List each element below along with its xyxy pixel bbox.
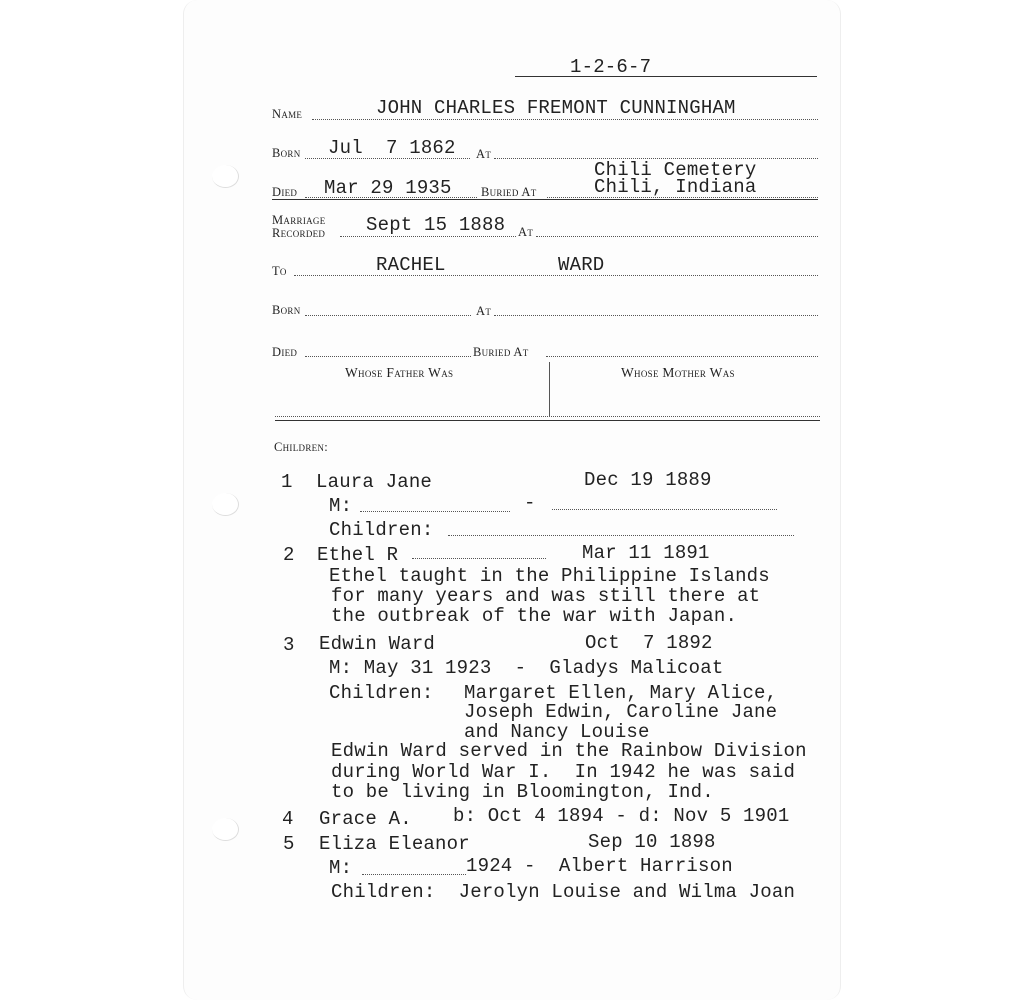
spouse-buried-at-label: Buried At: [473, 345, 529, 359]
child-children-line: [448, 535, 794, 536]
died-label: Died: [272, 185, 298, 199]
born-at-label: At: [476, 147, 492, 161]
child-number: 5: [283, 833, 295, 855]
child-name-line: [412, 558, 546, 559]
marriage-line: [340, 236, 516, 237]
person-born: Jul 7 1862: [328, 137, 456, 159]
name-label: Name: [272, 107, 303, 121]
born-label: Born: [272, 146, 301, 160]
person-name: JOHN CHARLES FREMONT CUNNINGHAM: [376, 97, 736, 119]
whose-mother-label: Whose Mother Was: [621, 365, 735, 380]
children-heading: Children:: [274, 440, 329, 454]
child-children-label: Children:: [329, 682, 434, 704]
card-number: 1-2-6-7: [570, 56, 652, 78]
punch-hole: [212, 818, 239, 841]
to-line: [294, 275, 818, 276]
grandchildren-line: Joseph Edwin, Caroline Jane: [464, 701, 778, 723]
child-marriage-dash: -: [524, 492, 536, 514]
child-number: 2: [283, 544, 295, 566]
child-name: Laura Jane: [316, 471, 433, 493]
spouse-born-at-label: At: [476, 304, 492, 318]
child-marriage-label: M:: [329, 857, 353, 879]
child-marriage-label: M:: [329, 495, 353, 517]
punch-hole: [212, 165, 239, 188]
spouse-died-label: Died: [272, 345, 298, 359]
spouse-first-name: RACHEL: [376, 254, 446, 276]
name-line: [312, 119, 818, 120]
buried-place-line2: Chili, Indiana: [594, 176, 757, 198]
child-name: Eliza Eleanor: [319, 833, 470, 855]
marriage-at-label: At: [518, 225, 534, 239]
spouse-born-at-line: [494, 315, 818, 316]
punch-hole: [212, 493, 239, 516]
child-number: 3: [283, 634, 295, 656]
child-marriage-line: [362, 874, 466, 875]
to-label: To: [272, 264, 287, 278]
child-name: Ethel R: [317, 544, 399, 566]
child-note-line: for many years and was still there at: [331, 585, 761, 607]
spouse-died-line: [305, 356, 471, 357]
child-spouse-line: [552, 509, 777, 510]
buried-at-label: Buried At: [481, 185, 537, 199]
child-note-line: Ethel taught in the Philippine Islands: [329, 565, 770, 587]
child-name: Edwin Ward: [319, 633, 436, 655]
card-number-rule: [515, 76, 817, 77]
child-date: Oct 7 1892: [585, 632, 713, 654]
child-note-line: during World War I. In 1942 he was said: [331, 761, 796, 783]
child-number: 1: [281, 471, 293, 493]
section-rule: [272, 199, 818, 200]
spouse-last-name: WARD: [558, 254, 605, 276]
child-children-label: Children:: [329, 519, 434, 541]
parents-rule: [275, 420, 820, 421]
child-date: Sep 10 1898: [588, 831, 716, 853]
child-date: Dec 19 1889: [584, 469, 712, 491]
buried-place-line1: Chili Cemetery: [594, 159, 757, 181]
child-marriage-line: [360, 511, 510, 512]
spouse-born-label: Born: [272, 303, 301, 317]
grandchildren-line: and Nancy Louise: [464, 721, 650, 743]
child-marriage: M: May 31 1923 - Gladys Malicoat: [329, 657, 724, 679]
parents-divider: [549, 362, 550, 417]
whose-father-label: Whose Father Was: [345, 365, 454, 380]
child-note-line: to be living in Bloomington, Ind.: [331, 781, 714, 803]
marriage-date: Sept 15 1888: [366, 214, 506, 236]
child-note-line: Edwin Ward served in the Rainbow Division: [331, 740, 807, 762]
child-date: Mar 11 1891: [582, 542, 710, 564]
child-name: Grace A.: [319, 808, 412, 830]
marriage-recorded-label: Marriage Recorded: [272, 213, 326, 240]
spouse-born-line: [305, 315, 471, 316]
child-children-line: Children: Jerolyn Louise and Wilma Joan: [331, 881, 796, 903]
marriage-at-line: [536, 236, 818, 237]
child-date: b: Oct 4 1894 - d: Nov 5 1901: [453, 805, 790, 827]
child-marriage: 1924 - Albert Harrison: [466, 855, 733, 877]
child-note-line: the outbreak of the war with Japan.: [331, 605, 738, 627]
spouse-buried-at-line: [546, 356, 818, 357]
child-number: 4: [282, 808, 294, 830]
parents-line: [275, 416, 820, 417]
person-died: Mar 29 1935: [324, 177, 452, 199]
grandchildren-line: Margaret Ellen, Mary Alice,: [464, 682, 778, 704]
